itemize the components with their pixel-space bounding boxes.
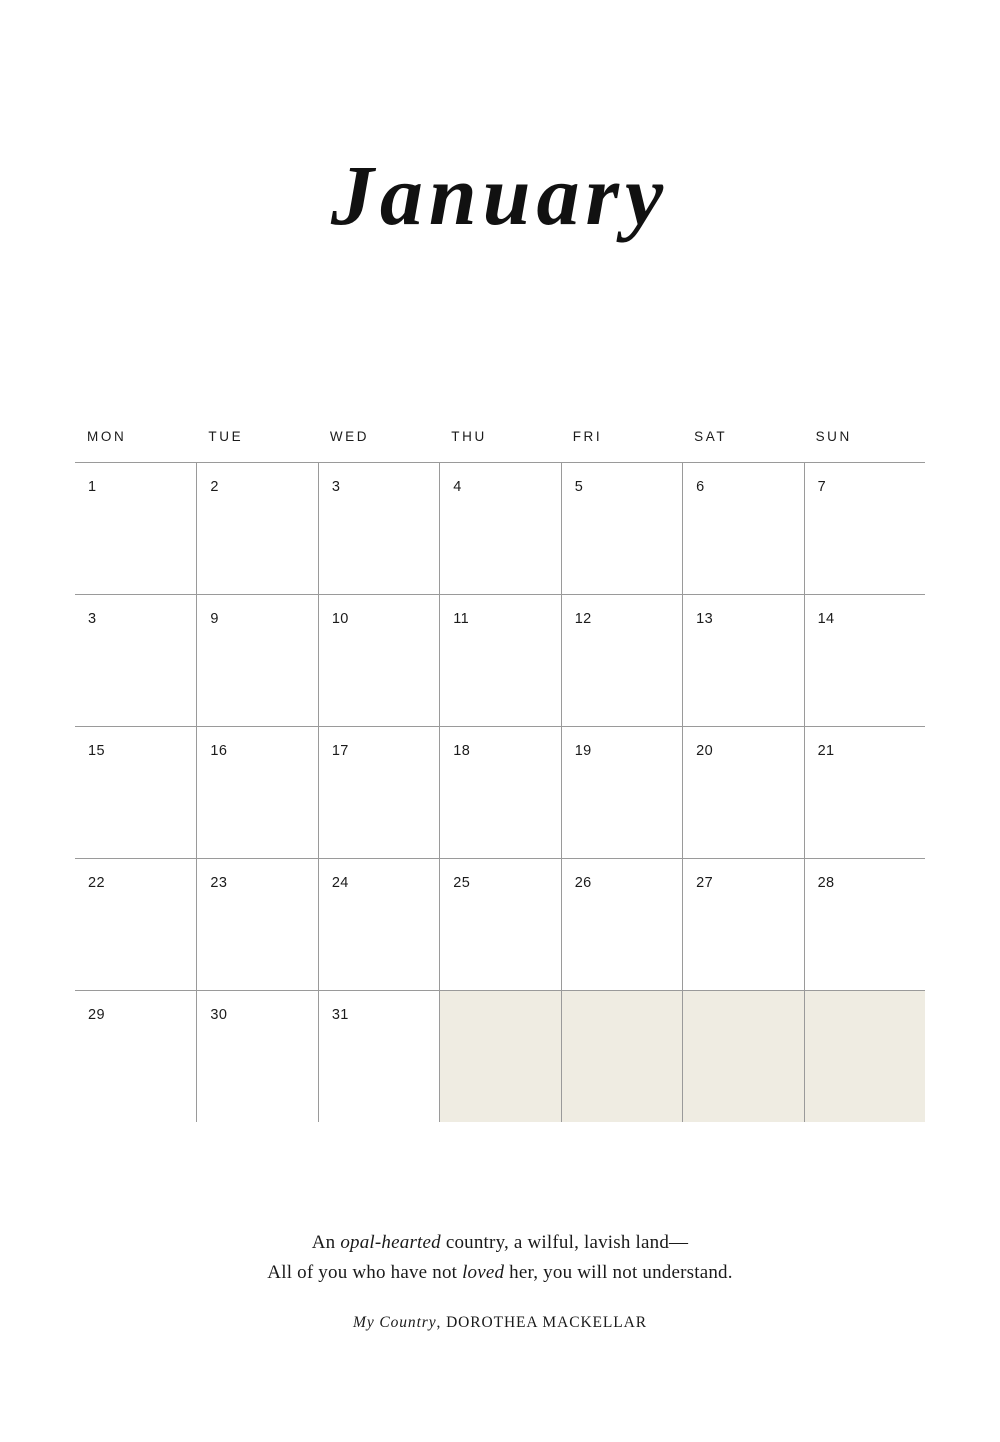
weekday-label-tue: TUE (208, 428, 244, 444)
day-cell[interactable] (75, 463, 196, 594)
day-cell[interactable] (318, 991, 439, 1122)
day-number: 29 (88, 1007, 105, 1023)
weekday-label-fri: FRI (572, 428, 603, 444)
day-number: 13 (696, 611, 714, 627)
day-number: 3 (88, 611, 97, 627)
day-cell-empty (561, 991, 682, 1122)
quote-author: DOROTHEA MACKELLAR (446, 1314, 647, 1331)
day-cell[interactable] (196, 991, 317, 1122)
day-number: 11 (453, 611, 470, 627)
quote-work-title: My Country (353, 1314, 437, 1331)
day-cell[interactable] (439, 727, 560, 858)
day-cell[interactable] (804, 463, 925, 594)
quote-text: All of you who have not (267, 1262, 463, 1283)
day-cell-empty (804, 991, 925, 1122)
calendar-week-row (75, 594, 925, 726)
day-number: 30 (210, 1007, 228, 1023)
day-number: 6 (696, 479, 705, 495)
quote-separator: , (436, 1314, 447, 1331)
day-number: 22 (88, 875, 105, 891)
day-cell[interactable] (439, 463, 560, 594)
day-number: 4 (453, 479, 462, 495)
day-number: 20 (696, 743, 714, 759)
day-cell[interactable] (561, 463, 682, 594)
day-cell[interactable] (682, 595, 803, 726)
day-cell[interactable] (75, 595, 196, 726)
quote-line-1 (0, 1228, 1000, 1258)
day-number: 2 (210, 479, 219, 495)
day-cell[interactable] (318, 595, 439, 726)
day-cell[interactable] (75, 859, 196, 990)
day-cell[interactable] (682, 859, 803, 990)
day-number: 12 (574, 611, 592, 627)
quote-emphasis: opal-hearted (340, 1232, 441, 1253)
day-number: 17 (331, 743, 349, 759)
day-cell[interactable] (561, 859, 682, 990)
day-number: 1 (88, 479, 97, 495)
day-number: 23 (210, 875, 228, 891)
calendar-week-row (75, 726, 925, 858)
day-cell[interactable] (561, 727, 682, 858)
day-number: 10 (331, 611, 349, 627)
day-number: 28 (817, 875, 835, 891)
day-number: 15 (88, 743, 105, 759)
quote-line-2 (0, 1258, 1000, 1288)
day-cell[interactable] (439, 859, 560, 990)
day-cell[interactable] (196, 595, 317, 726)
day-number: 26 (574, 875, 592, 891)
day-cell[interactable] (75, 727, 196, 858)
day-number: 19 (574, 743, 592, 759)
day-cell[interactable] (439, 595, 560, 726)
day-cell[interactable] (196, 727, 317, 858)
day-cell-empty (682, 991, 803, 1122)
quote-text: An (311, 1232, 341, 1253)
weekday-label-sat: SAT (694, 428, 728, 444)
day-cell[interactable] (682, 463, 803, 594)
day-cell-empty (439, 991, 560, 1122)
day-number: 31 (331, 1007, 349, 1023)
day-cell[interactable] (804, 859, 925, 990)
page-title: January (330, 147, 670, 243)
weekday-label-sun: SUN (815, 428, 852, 444)
day-cell[interactable] (318, 727, 439, 858)
day-number: 18 (453, 743, 471, 759)
day-number: 16 (210, 743, 228, 759)
calendar-week-row (75, 462, 925, 594)
day-number: 3 (331, 479, 341, 495)
weekday-label-thu: THU (451, 428, 487, 444)
day-number: 7 (817, 479, 827, 495)
day-number: 25 (453, 875, 471, 891)
day-number: 9 (210, 611, 219, 627)
quote-text: country, a wilful, lavish land— (440, 1232, 689, 1253)
day-cell[interactable] (75, 991, 196, 1122)
quote-emphasis: loved (462, 1262, 505, 1283)
day-number: 27 (696, 875, 714, 891)
weekday-label-mon: MON (87, 428, 127, 444)
quote-attribution (0, 1314, 1000, 1332)
quote-text: her, you will not understand. (504, 1262, 733, 1283)
calendar-week-row (75, 990, 925, 1122)
day-cell[interactable] (804, 595, 925, 726)
day-cell[interactable] (318, 859, 439, 990)
day-number: 21 (817, 743, 835, 759)
day-cell[interactable] (561, 595, 682, 726)
weekday-label-wed: WED (329, 428, 370, 444)
day-cell[interactable] (196, 859, 317, 990)
day-cell[interactable] (804, 727, 925, 858)
day-number: 24 (331, 875, 349, 891)
day-cell[interactable] (682, 727, 803, 858)
day-number: 5 (574, 479, 584, 495)
calendar-week-row (75, 858, 925, 990)
weekday-header-row (75, 410, 925, 462)
quote-block (0, 1228, 1000, 1332)
calendar-grid (75, 410, 925, 1122)
day-cell[interactable] (196, 463, 317, 594)
day-cell[interactable] (318, 463, 439, 594)
day-number: 14 (817, 611, 835, 627)
